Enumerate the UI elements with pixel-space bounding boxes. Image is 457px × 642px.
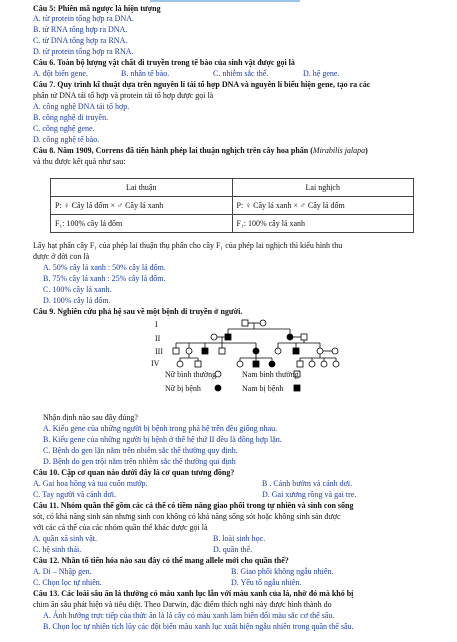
pedigree-female-affected <box>269 361 275 367</box>
q11-stem-line2: sót, có khả năng sinh sản nhưng sinh con không có khả năng sống sót hoặc không sinh sản được <box>33 512 341 521</box>
pedigree-male-normal <box>219 348 225 354</box>
q7-option-c[interactable]: C. công nghệ gene. <box>33 124 95 133</box>
q11-option-a[interactable]: A. quần xã sinh vật. <box>33 534 97 543</box>
pedigree-female-normal <box>237 361 243 367</box>
q12-option-b[interactable]: B. Giao phối không ngẫu nhiên. <box>231 567 334 576</box>
table-header-cell: Lai thuận <box>51 179 233 197</box>
pedigree-female-normal <box>211 334 217 340</box>
table-cell: F₁: 100% cây lá đốm <box>51 215 233 233</box>
pedigree-female-normal <box>332 348 338 354</box>
q5-stem: Câu 5: Phiên mã ngược là hiện tượng <box>33 4 161 13</box>
cross-result-table <box>50 178 414 233</box>
pedigree-female-normal <box>260 320 266 326</box>
pedigree-diagram <box>0 318 457 413</box>
q12-option-d[interactable]: D. Yếu tố ngẫu nhiên. <box>231 578 302 587</box>
table-header-cell: Lai nghịch <box>232 179 414 197</box>
q10-option-d[interactable]: D. Gai xương rồng và gai tre. <box>262 490 357 499</box>
q13-option-a[interactable]: A. Ảnh hưởng trực tiếp của thức ăn là lá cây có màu xanh làm biến đổi màu sắc cơ thể sâu. <box>43 611 335 620</box>
pedigree-male-affected <box>253 361 259 367</box>
generation-label: III <box>155 347 163 356</box>
q11-stem-line1: Câu 11. Nhóm quần thể gồm các cá thể có tiềm năng giao phối trong tự nhiên và sinh con sống <box>33 501 354 510</box>
legend-female-sick-label: Nữ bị bệnh <box>165 384 201 393</box>
q7-option-d[interactable]: D. công nghệ tế bào. <box>33 135 100 144</box>
q8-option-d[interactable]: D. 100% cây lá đốm. <box>43 296 111 305</box>
legend-female-sick-symbol <box>215 385 221 391</box>
q9-option-a[interactable]: A. Kiểu gene của những người bị bệnh trong phả hệ trên đều giống nhau. <box>43 424 278 433</box>
pedigree-female-normal <box>317 348 323 354</box>
q8-after-line2: được ở đời con là <box>33 252 90 261</box>
q6-option-a[interactable]: A. đột biến gene. <box>33 69 88 78</box>
q5-option-a[interactable]: A. từ protein tổng hợp ra DNA. <box>33 14 134 23</box>
q8-option-c[interactable]: C. 100% cây lá xanh. <box>43 285 112 294</box>
q6-option-b[interactable]: B. nhân tế bào. <box>121 69 170 78</box>
q10-option-b[interactable]: B . Cánh bướm và cánh dơi. <box>262 479 353 488</box>
pedigree-female-normal <box>186 348 192 354</box>
pedigree-female-normal <box>321 361 327 367</box>
table-cell: P: ♀ Cây lá đốm × ♂ Cây lá xanh <box>51 197 233 215</box>
q12-option-a[interactable]: A. Di – Nhập gen. <box>33 567 92 576</box>
pedigree-male-normal <box>297 361 303 367</box>
q12-stem: Câu 12. Nhân tố tiến hóa nào sau đây có thể mang allele mới cho quần thể? <box>33 556 289 565</box>
pedigree-svg <box>0 318 457 413</box>
q6-option-d[interactable]: D. hệ gene. <box>303 69 340 78</box>
pedigree-female-affected <box>253 348 259 354</box>
pedigree-male-affected <box>293 348 299 354</box>
q11-option-c[interactable]: C. hệ sinh thái. <box>33 545 82 554</box>
q8-after-line1: Lấy hạt phấn cây F₁ của phép lai thuận thụ phấn cho cây F₁ của phép lai nghịch thì kiểu hình thu <box>33 241 343 250</box>
q12-option-c[interactable]: C. Chọn lọc tự nhiên. <box>33 578 102 587</box>
q10-option-a[interactable]: A. Gai hoa hồng và tua cuốn mướp. <box>33 479 148 488</box>
q10-stem: Câu 10. Cặp cơ quan nào dưới đây là cơ quan tương đồng? <box>33 468 235 477</box>
q7-stem-line2: phân tử DNA tái tổ hợp và protein tái tổ hợp được gọi là <box>33 91 214 100</box>
pedigree-male-normal <box>173 348 179 354</box>
q13-stem-line1: Câu 13. Các loài sâu ăn lá thường có màu xanh lục lẫn với màu xanh của lá, nhờ đó mà khó bị <box>33 589 354 598</box>
q8-stem-line1: Câu 8. Năm 1909, Correns đã tiến hành phép lai thuận nghịch trên cây hoa phấn (Mirabilis jalapa) <box>33 146 368 155</box>
q9-stem: Câu 9. Nghiên cứu phả hệ sau về một bệnh di truyền ở người. <box>33 307 243 316</box>
q9-question: Nhận định nào sau đây đúng? <box>43 413 138 422</box>
q9-option-c[interactable]: C. Bệnh do gen lặn nằm trên nhiễm sắc thể thường quy định. <box>43 446 238 455</box>
table-cell: F₁: 100% cây lá xanh <box>232 215 414 233</box>
q8-option-b[interactable]: B. 75% cây lá xanh : 25% cây lá đốm. <box>43 274 166 283</box>
q9-option-d[interactable]: D. Bệnh do gen trội nằm trên nhiễm sắc thể thường qui định <box>43 457 236 466</box>
q10-option-c[interactable]: C. Tay người và cánh dơi. <box>33 490 116 499</box>
q7-option-a[interactable]: A. công nghệ DNA tái tổ hợp. <box>33 102 130 111</box>
pedigree-female-normal <box>333 361 339 367</box>
generation-label: II <box>155 334 161 343</box>
q7-stem-line1: Câu 7. Quy trình kĩ thuật dựa trên nguyên lí tái tổ hợp DNA và nguyên lí biểu hiện gene, tạo ra các <box>33 80 371 89</box>
q6-option-c[interactable]: C. nhiễm sắc thể. <box>213 69 269 78</box>
pedigree-male-affected <box>202 348 208 354</box>
generation-label: IV <box>151 359 160 368</box>
pedigree-female-normal <box>309 361 315 367</box>
q5-option-b[interactable]: B. từ RNA tổng hợp ra DNA. <box>33 25 128 34</box>
pedigree-female-normal <box>177 361 183 367</box>
legend-male-sick-symbol <box>294 385 300 391</box>
generation-label: I <box>155 320 158 329</box>
q11-option-b[interactable]: B. loài sinh học. <box>213 534 266 543</box>
pedigree-male-normal <box>301 334 307 340</box>
legend-female-normal-label: Nữ bình thường <box>165 370 217 379</box>
legend-male-sick-label: Nam bị bệnh <box>242 384 284 393</box>
pedigree-female-normal <box>275 348 281 354</box>
pedigree-male-normal <box>242 320 248 326</box>
q6-stem: Câu 6. Toàn bộ lượng vật chất di truyền trong tế bào của sinh vật được gọi là <box>33 58 295 67</box>
q5-option-c[interactable]: C. từ DNA tổng hợp ra RNA. <box>33 36 128 45</box>
pedigree-male-normal <box>195 361 201 367</box>
q9-option-b[interactable]: B. Kiểu gene của những người bị bệnh ở thế hệ thứ II đều là đồng hợp lặn. <box>43 435 282 444</box>
q8-option-a[interactable]: A. 50% cây lá xanh : 50% cây lá đốm. <box>43 263 166 272</box>
legend-male-normal-label: Nam bình thường <box>242 370 299 379</box>
pedigree-male-affected <box>225 334 231 340</box>
q7-option-b[interactable]: B. công nghệ di truyền. <box>33 113 109 122</box>
table-cell: P: ♀ Cây lá xanh × ♂ Cây lá đốm <box>232 197 414 215</box>
q5-option-d[interactable]: D. từ protein tổng hợp ra RNA. <box>33 47 134 56</box>
header-accent-bar <box>150 0 300 2</box>
q8-species-name: Mirabilis jalapa <box>312 146 366 155</box>
q13-stem-line2: chim ăn sâu phát hiện và tiêu diệt. Theo Darwin, đặc điểm thích nghi này được hình thành do <box>33 600 332 609</box>
pedigree-female-affected <box>287 334 293 340</box>
q11-option-d[interactable]: D. quần thể. <box>213 545 253 554</box>
q11-stem-line3: với các cá thể của các nhóm quần thể khác được gọi là <box>33 523 208 532</box>
q13-option-b[interactable]: B. Chọn lọc tự nhiên tích lũy các đột biến màu xanh lục xuất hiện ngẫu nhiên trong quần thể sâu. <box>43 622 354 631</box>
q8-stem-line2: và thu được kết quả như sau: <box>33 157 126 166</box>
